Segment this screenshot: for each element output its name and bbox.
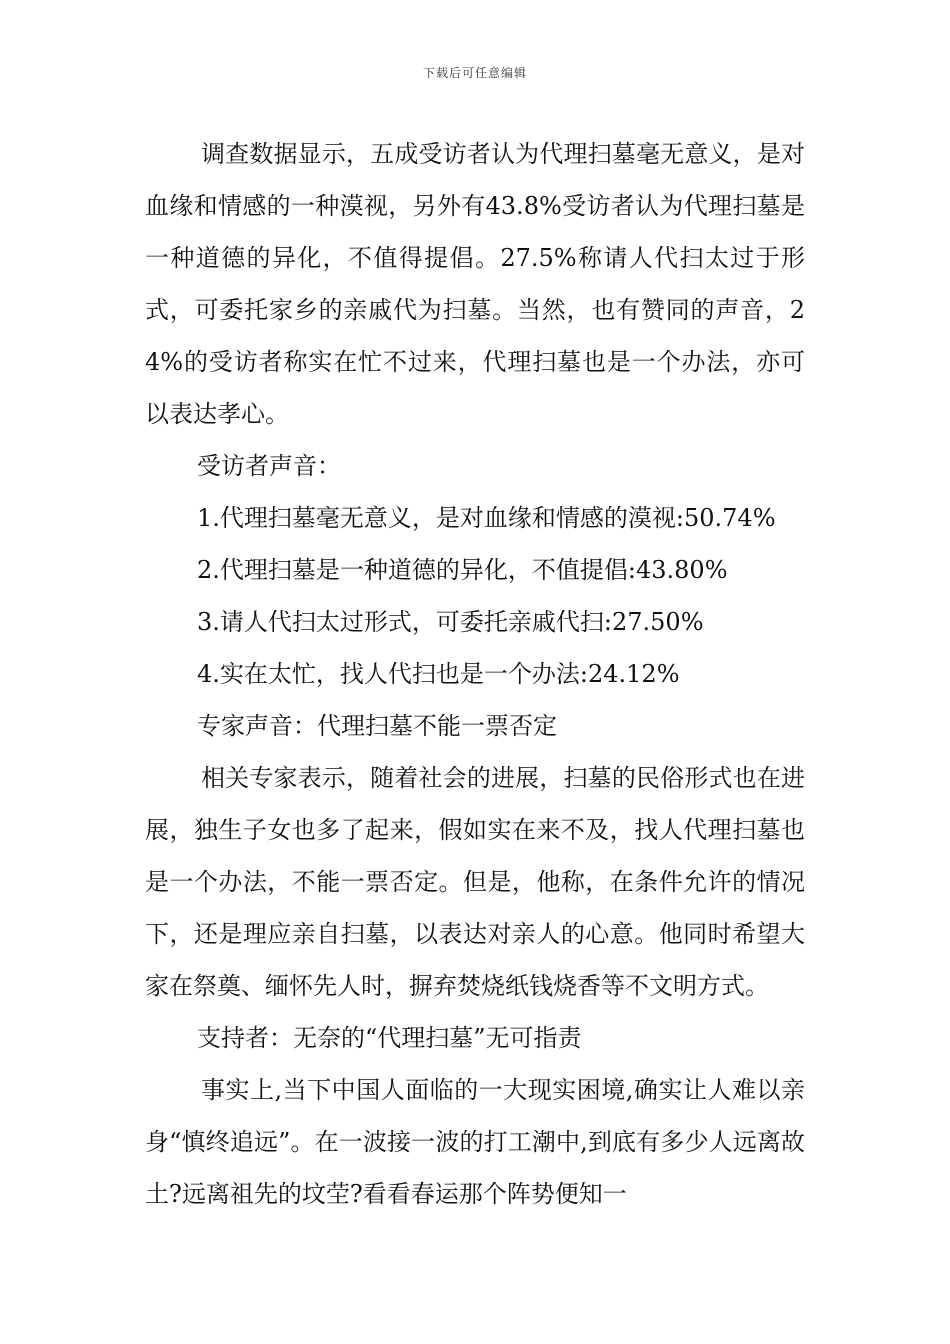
heading-expert-voice: 专家声音：代理扫墓不能一票否定 <box>197 712 557 740</box>
list-item-4: 4.实在太忙，找人代扫也是一个办法:24.12% <box>197 660 680 688</box>
page-header: 下载后可任意编辑 <box>422 66 527 80</box>
paragraph-expert-opinion: 相关专家表示，随着社会的进展，扫墓的民俗形式也在进展，独生子女也多了起来，假如实在来不及，找人代理扫墓也是一个办法，不能一票否定。但是，他称，在条件允许的情况下，还是理应亲自扫墓，以表达对亲人的心意。他同时希望大家在祭奠、缅怀先人时，摒弃焚烧纸钱烧香等不文明方式。 <box>145 764 805 1000</box>
list-item-1: 1.代理扫墓毫无意义，是对血缘和情感的漠视:50.74% <box>197 504 776 532</box>
list-item-3: 3.请人代扫太过形式，可委托亲戚代扫:27.50% <box>197 608 704 636</box>
paragraph-reality: 事实上,当下中国人面临的一大现实困境,确实让人难以亲身“慎终追远”。在一波接一波的打工潮中,到底有多少人远离故土?远离祖先的坟茔?看看春运那个阵势便知一 <box>145 1076 805 1208</box>
heading-respondent-voices: 受访者声音： <box>197 452 341 480</box>
document-body <box>145 128 805 1220</box>
paragraph-survey-data: 调查数据显示，五成受访者认为代理扫墓毫无意义，是对血缘和情感的一种漠视，另外有43.8%受访者认为代理扫墓是一种道德的异化，不值得提倡。27.5%称请人代扫太过于形式，可委托家乡的亲戚代为扫墓。当然，也有赞同的声音，24%的受访者称实在忙不过来，代理扫墓也是一个办法，亦可以表达孝心。 <box>145 140 805 428</box>
list-item-2: 2.代理扫墓是一种道德的异化，不值提倡:43.80% <box>197 556 728 584</box>
heading-supporter-voice: 支持者：无奈的“代理扫墓”无可指责 <box>197 1024 582 1052</box>
